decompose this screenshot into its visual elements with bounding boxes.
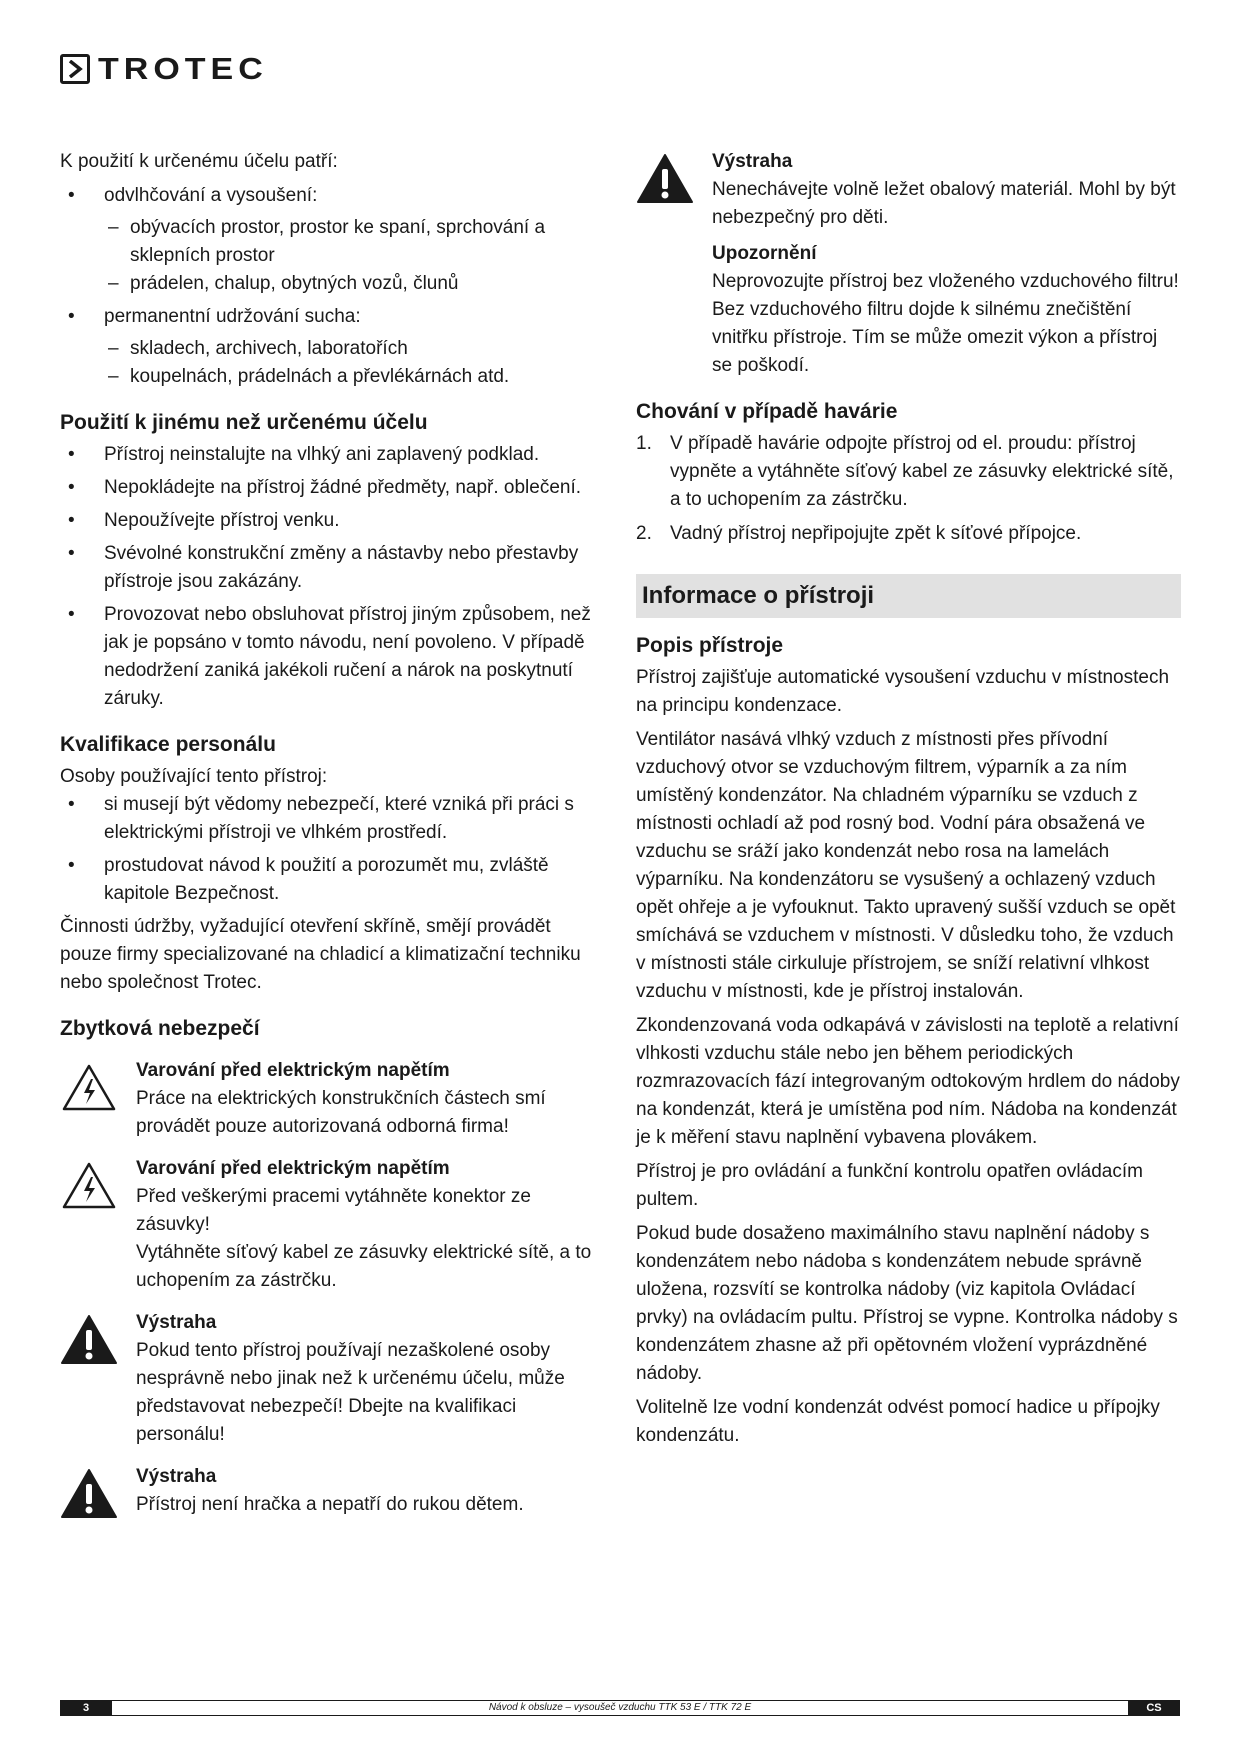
trotec-logo: [60, 52, 268, 86]
left-column: [60, 148, 605, 1533]
electric-hazard-icon: [60, 1061, 118, 1113]
list-item: • Svévolné konstrukční změny a nástavby nebo přestavby přístroje jsou zakázány.: [60, 540, 605, 596]
list-item: • Přístroj neinstalujte na vlhký ani zaplavený podklad.: [60, 441, 605, 469]
warning-text: Přístroj není hračka a nepatří do rukou dětem.: [136, 1494, 524, 1515]
warning-title: Výstraha: [136, 1312, 217, 1333]
accident-heading: Chování v případě havárie: [636, 400, 898, 423]
warning-block: [60, 1463, 605, 1523]
accident-steps: [636, 430, 1181, 548]
qualification-list: [60, 791, 605, 908]
notice-title: Upozornění: [712, 243, 817, 264]
sub-list: [104, 214, 605, 298]
brand-name: TROTEC: [98, 51, 268, 87]
page-footer: [60, 1700, 1180, 1716]
list-item: 1. V případě havárie odpojte přístroj od el. proudu: přístroj vypněte a vytáhněte síťový kabel ze zásuvky elektrické sítě, a to uchopením za zástrčku.: [636, 433, 1174, 510]
intended-use-list: [60, 182, 605, 391]
description-paragraph: Přístroj je pro ovládání a funkční kontrolu opatřen ovládacím pultem.: [636, 1161, 1143, 1210]
list-item: • prostudovat návod k použití a porozumět mu, zvláště kapitole Bezpečnost.: [60, 852, 605, 908]
warning-text: Pokud tento přístroj používají nezaškolené osoby nesprávně nebo jinak než k určenému účelu, může představovat nebezpečí! Dbejte na kvalifikaci personálu!: [136, 1340, 565, 1445]
residual-hazards-heading: Zbytková nebezpečí: [60, 1017, 260, 1040]
warning-block: [60, 1155, 605, 1295]
list-item: – prádelen, chalup, obytných vozů, člunů: [104, 270, 605, 298]
warning-text: Před veškerými pracemi vytáhněte konektor ze zásuvky!: [136, 1186, 531, 1235]
qualification-intro: Osoby používající tento přístroj:: [60, 766, 328, 787]
language-badge: CS: [1128, 1700, 1180, 1716]
warning-title: Výstraha: [136, 1466, 217, 1487]
misuse-list: [60, 441, 605, 713]
warning-title: Varování před elektrickým napětím: [136, 1158, 450, 1179]
list-item: • odvlhčování a vysoušení: – obývacích prostor, prostor ke spaní, sprchování a sklepních prostor – prádelen, chalup, obytných vozů, člunů: [60, 182, 605, 298]
warning-block: [60, 1057, 605, 1141]
warning-triangle-icon: [60, 1467, 118, 1519]
description-paragraph: Přístroj zajišťuje automatické vysoušení vzduchu v místnostech na principu kondenzace.: [636, 667, 1170, 716]
warning-triangle-icon: [636, 152, 694, 204]
list-item: 2. Vadný přístroj nepřipojujte zpět k síťové přípojce.: [636, 523, 1082, 544]
list-item: – koupelnách, prádelnách a převlékárnách atd.: [104, 363, 605, 391]
warning-text: Práce na elektrických konstrukčních částech smí provádět pouze autorizovaná odborná firma!: [136, 1088, 546, 1137]
list-item: • Nepoužívejte přístroj venku.: [60, 507, 605, 535]
right-column: [636, 148, 1181, 1456]
warning-text: Vytáhněte síťový kabel ze zásuvky elektrické sítě, a to uchopením za zástrčku.: [136, 1242, 592, 1291]
warning-title: Výstraha: [712, 151, 793, 172]
list-item: – obývacích prostor, prostor ke spaní, sprchování a sklepních prostor: [104, 214, 605, 270]
intended-use-intro: K použití k určenému účelu patří:: [60, 151, 338, 172]
notice-text: Neprovozujte přístroj bez vloženého vzduchového filtru! Bez vzduchového filtru dojde k silnému znečištění vnitřku přístroje. Tím se může omezit výkon a přístroj se poškodí.: [712, 271, 1179, 376]
warning-triangle-icon: [60, 1313, 118, 1365]
description-paragraph: Ventilátor nasává vlhký vzduch z místnosti přes přívodní vzduchový otvor se vzduchovým filtrem, výparník a za ním umístěný kondenzátor. Na chladném výparníku se vzduch z místnosti ochladí až pod rosný bod. Vodní pára obsažená ve vzduchu se sráží jako kondenzát nebo rosa na lamelách výparníku. Na kondenzátoru se vysušený a ochlazený vzduch opět ohřeje a je vyfouknut. Takto upravený sušší vzduch se opět smíchává se vzduchem v místnosti. V důsledku toho, že vzduch v místnosti stále cirkuluje přístrojem, se sníží relativní vlhkost vzduchu v místnosti, kde je přístroj instalován.: [636, 729, 1176, 1002]
footer-title: Návod k obsluze – vysoušeč vzduchu TTK 53 E / TTK 72 E: [488, 1702, 752, 1713]
electric-hazard-icon: [60, 1159, 118, 1211]
description-heading: Popis přístroje: [636, 634, 784, 657]
warning-title: Varování před elektrickým napětím: [136, 1060, 450, 1081]
list-item: • si musejí být vědomy nebezpečí, které vzniká při práci s elektrickými přístroji ve vlhkém prostředí.: [60, 791, 605, 847]
list-item: • Nepokládejte na přístroj žádné předměty, např. oblečení.: [60, 474, 605, 502]
sub-list: [104, 335, 605, 391]
page-number: 3: [60, 1700, 112, 1716]
description-paragraph: Pokud bude dosaženo maximálního stavu naplnění nádoby s kondenzátem nebo nádoba s kondenzátem nebude správně uložena, rozsvítí se kontrolka nádoby (viz kapitola Ovládací prvky) na ovládacím pultu. Přístroj se vypne. Kontrolka nádoby s kondenzátem zhasne až při opětovném vložení vyprázdněné nádoby.: [636, 1223, 1178, 1384]
list-item: • Provozovat nebo obsluhovat přístroj jiným způsobem, než jak je popsáno v tomto návodu, není povoleno. V případě nedodržení zaniká jakékoli ručení a nárok na poskytnutí záruky.: [60, 601, 605, 713]
list-item: – skladech, archivech, laboratořích: [104, 335, 605, 363]
description-paragraph: Zkondenzovaná voda odkapává v závislosti na teplotě a relativní vlhkosti vzduchu stále nebo jen během periodických rozmrazovacích fází integrovaným odtokovým hrdlem do nádoby na kondenzát, která je umístěna pod ním. Nádoba na kondenzát je k měření stavu naplnění vybavena plovákem.: [636, 1015, 1180, 1148]
chevron-right-icon: [60, 54, 90, 84]
section-title: Informace o přístroji: [636, 574, 1181, 618]
warning-text: Nenechávejte volně ležet obalový materiál. Mohl by být nebezpečný pro děti.: [712, 179, 1176, 228]
warning-block: [60, 1309, 605, 1449]
description-paragraph: Volitelně lze vodní kondenzát odvést pomocí hadice u přípojky kondenzátu.: [636, 1397, 1160, 1446]
qualification-heading: Kvalifikace personálu: [60, 733, 276, 756]
warning-block: [636, 148, 1181, 380]
misuse-heading: Použití k jinému než určenému účelu: [60, 411, 428, 434]
qualification-note: Činnosti údržby, vyžadující otevření skříně, smějí provádět pouze firmy specializované na chladicí a klimatizační techniku nebo společnost Trotec.: [60, 916, 581, 993]
list-item: • permanentní udržování sucha: – skladech, archivech, laboratořích – koupelnách, prádelnách a převlékárnách atd.: [60, 303, 605, 391]
